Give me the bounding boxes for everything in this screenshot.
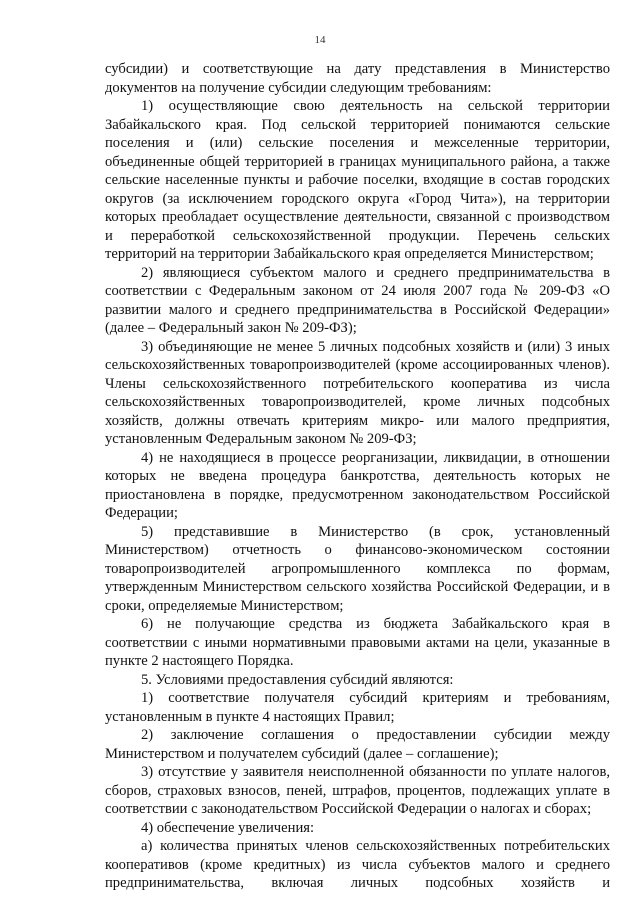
paragraph-condition-2: 2) заключение соглашения о предоставлении субсидии между Министерством и получателем субсидий (далее – соглашение); [105,727,610,762]
document-body [105,60,610,893]
paragraph-condition-4a: а) количества принятых членов сельскохозяйственных потребительских кооперативов (кроме кредитных) из числа субъектов малого и среднего предпринимательства, включая личных подсобных хозяйств и [105,838,610,891]
paragraph-requirement-6: 6) не получающие средства из бюджета Забайкальского края в соответствии с иными нормативными правовыми актами на цели, указанные в пункте 2 настоящего Порядка. [105,616,610,669]
paragraph-requirement-3: 3) объединяющие не менее 5 личных подсобных хозяйств и (или) 3 иных сельскохозяйственных товаропроизводителей (кроме ассоциированных членов). Члены сельскохозяйственного потребительского кооператива из числа сельскохозяйственных товаропроизводителей, кроме личных подсобных хозяйств, должны отвечать критериям микро- или малого предприятия, установленным Федеральным законом № 209-ФЗ; [105,338,610,447]
paragraph-requirement-5: 5) представившие в Министерство (в срок, установленный Министерством) отчетность о финансово-экономическом состоянии товаропроизводителей агропромышленного комплекса по формам, утвержденным Министерством сельского хозяйства Российской Федерации, и в сроки, определяемые Министерством; [105,523,610,614]
paragraph-condition-1: 1) соответствие получателя субсидий критериям и требованиям, установленным в пункте 4 настоящих Правил; [105,690,610,725]
paragraph-requirement-2: 2) являющиеся субъектом малого и среднего предпринимательства в соответствии с Федеральным законом от 24 июля 2007 года № 209-ФЗ «О развитии малого и среднего предпринимательства в Российской Федерации» (далее – Федеральный закон № 209-ФЗ); [105,264,610,336]
paragraph-condition-3: 3) отсутствие у заявителя неисполненной обязанности по уплате налогов, сборов, страховых взносов, пеней, штрафов, процентов, подлежащих уплате в соответствии с законодательством Российской Федерации о налогах и сборах; [105,764,610,817]
page-number: 14 [314,34,326,46]
paragraph-conditions-heading: 5. Условиями предоставления субсидий являются: [141,671,454,688]
paragraph-requirement-1: 1) осуществляющие свою деятельность на сельской территории Забайкальского края. Под сельской территорией понимаются сельские поселения и (или) сельские поселения и межселенные территории, объединенные общей территорией в границах муниципального района, а также сельские населенные пункты и рабочие поселки, входящие в состав городских округов (за исключением городского округа «Город Чита»), на территории которых преобладает осуществление деятельности, связанной с производством и переработкой сельскохозяйственной продукции. Перечень сельских территорий на территории Забайкальского края определяется Министерством; [105,98,610,262]
paragraph-condition-4: 4) обеспечение увеличения: [141,819,315,836]
paragraph-continuation: субсидии) и соответствующие на дату представления в Министерство документов на получение субсидии следующим требованиям: [105,61,610,96]
paragraph-requirement-4: 4) не находящиеся в процессе реорганизации, ликвидации, в отношении которых не введена процедура банкротства, деятельность которых не приостановлена в порядке, предусмотренном законодательством Российской Федерации; [105,449,610,521]
